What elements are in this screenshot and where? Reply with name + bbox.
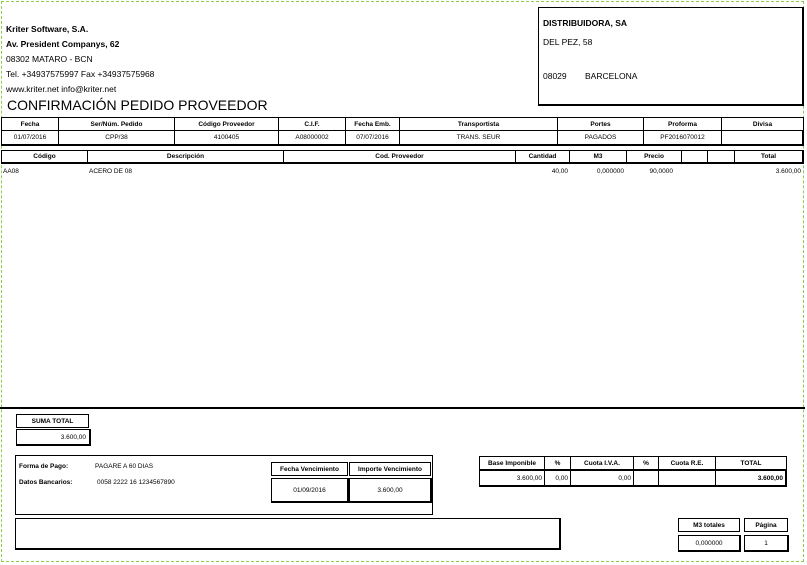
company-name: Kriter Software, S.A.	[6, 24, 89, 34]
col-blank-1	[682, 151, 708, 162]
header-value-cif: A08000002	[279, 131, 346, 144]
totals-label-cuota-re: Cuota R.E.	[659, 457, 716, 469]
header-value-proforma: PF2016070012	[644, 131, 722, 144]
suma-total-label: SUMA TOTAL	[16, 414, 89, 428]
payment-box	[15, 455, 433, 515]
col-precio: Precio	[627, 151, 682, 162]
totals-value-cuota-iva: 0,00	[571, 471, 634, 485]
col-m3: M3	[570, 151, 627, 162]
vencimiento-value: 01/09/2016	[271, 478, 349, 503]
m3-totales-value: 0,000000	[678, 535, 741, 552]
totals-value-pct-re	[634, 471, 659, 485]
totals-value-cuota-re	[659, 471, 716, 485]
company-block	[6, 22, 154, 97]
header-value-fecha: 01/07/2016	[2, 131, 59, 144]
col-cantidad: Cantidad	[516, 151, 570, 162]
customer-box	[538, 7, 804, 106]
col-codigo: Código	[2, 151, 88, 162]
order-header-labels	[1, 117, 804, 131]
header-value-divisa	[722, 131, 802, 144]
totals-label-total: TOTAL	[740, 459, 762, 467]
row-m3: 0,000000	[596, 168, 624, 175]
customer-name: DISTRIBUIDORA, SA	[543, 18, 628, 28]
row-cantidad: 40,00	[551, 168, 568, 175]
customer-street: DEL PEZ, 58	[543, 37, 593, 47]
header-label-cif: C.I.F.	[279, 118, 346, 130]
importe-vencimiento-value: 3.600,00	[349, 478, 432, 503]
importe-vencimiento-label: Importe Vencimiento	[349, 462, 431, 476]
header-label-transportista: Transportista	[400, 118, 558, 130]
row-precio: 90,0000	[649, 168, 673, 175]
header-label-pedido: Ser/Núm. Pedido	[59, 118, 175, 130]
row-descripcion: ACERO DE 08	[89, 168, 132, 175]
header-value-fecha-emb: 07/07/2016	[346, 131, 400, 144]
header-label-proforma: Proforma	[644, 118, 722, 130]
totals-value-total: 3.600,00	[757, 474, 783, 482]
order-header-values	[1, 131, 804, 146]
header-label-proveedor: Código Proveedor	[175, 118, 279, 130]
header-value-transportista: TRANS. SEUR	[400, 131, 558, 144]
company-address: Av. President Companys, 62	[6, 39, 120, 49]
footer-divider	[0, 407, 805, 409]
row-total: 3.600,00	[775, 168, 801, 175]
suma-total-value: 3.600,00	[16, 429, 91, 446]
col-blank-2	[708, 151, 735, 162]
header-label-fecha-emb: Fecha Emb.	[346, 118, 400, 130]
col-descripcion: Descripción	[88, 151, 284, 162]
totals-value-base: 3.600,00	[480, 471, 545, 485]
lines-column-headers	[1, 150, 804, 164]
header-label-divisa: Divisa	[752, 120, 773, 128]
col-cod-proveedor: Cod. Proveedor	[284, 151, 516, 162]
totals-value-pct-iva: 0,00	[545, 471, 571, 485]
observations-box	[15, 518, 561, 550]
row-codigo: AA08	[3, 168, 19, 175]
company-web-email: www.kriter.net info@kriter.net	[6, 84, 117, 94]
totals-values	[479, 470, 787, 487]
datos-bancarios-value: 0058 2222 16 1234567890	[97, 479, 175, 486]
header-value-portes: PAGADOS	[558, 131, 644, 144]
vencimiento-label: Fecha Vencimiento	[271, 462, 348, 476]
pagina-label: Página	[744, 518, 788, 532]
document-title: CONFIRMACIÓN PEDIDO PROVEEDOR	[7, 97, 268, 113]
datos-bancarios-label: Datos Bancarios:	[19, 479, 73, 486]
header-label-fecha: Fecha	[2, 118, 59, 130]
header-label-portes: Portes	[558, 118, 644, 130]
header-value-pedido: CPP/38	[59, 131, 175, 144]
forma-pago-value: PAGARE A 60 DIAS	[95, 463, 154, 470]
company-phone-fax: Tel. +34937575997 Fax +34937575968	[6, 69, 155, 79]
col-total: Total	[760, 153, 777, 160]
totals-label-pct-re: %	[634, 457, 659, 469]
totals-label-pct-iva: %	[545, 457, 571, 469]
company-city: 08302 MATARO - BCN	[6, 54, 93, 64]
totals-labels	[479, 456, 787, 470]
forma-pago-label: Forma de Pago:	[19, 463, 69, 470]
totals-label-cuota-iva: Cuota I.V.A.	[571, 457, 634, 469]
pagina-value: 1	[744, 535, 789, 552]
totals-label-base: Base Imponible	[480, 457, 545, 469]
customer-zip: 08029	[543, 71, 567, 81]
m3-totales-label: M3 totales	[678, 518, 740, 532]
customer-city: BARCELONA	[585, 71, 638, 81]
header-value-proveedor: 4100405	[175, 131, 279, 144]
